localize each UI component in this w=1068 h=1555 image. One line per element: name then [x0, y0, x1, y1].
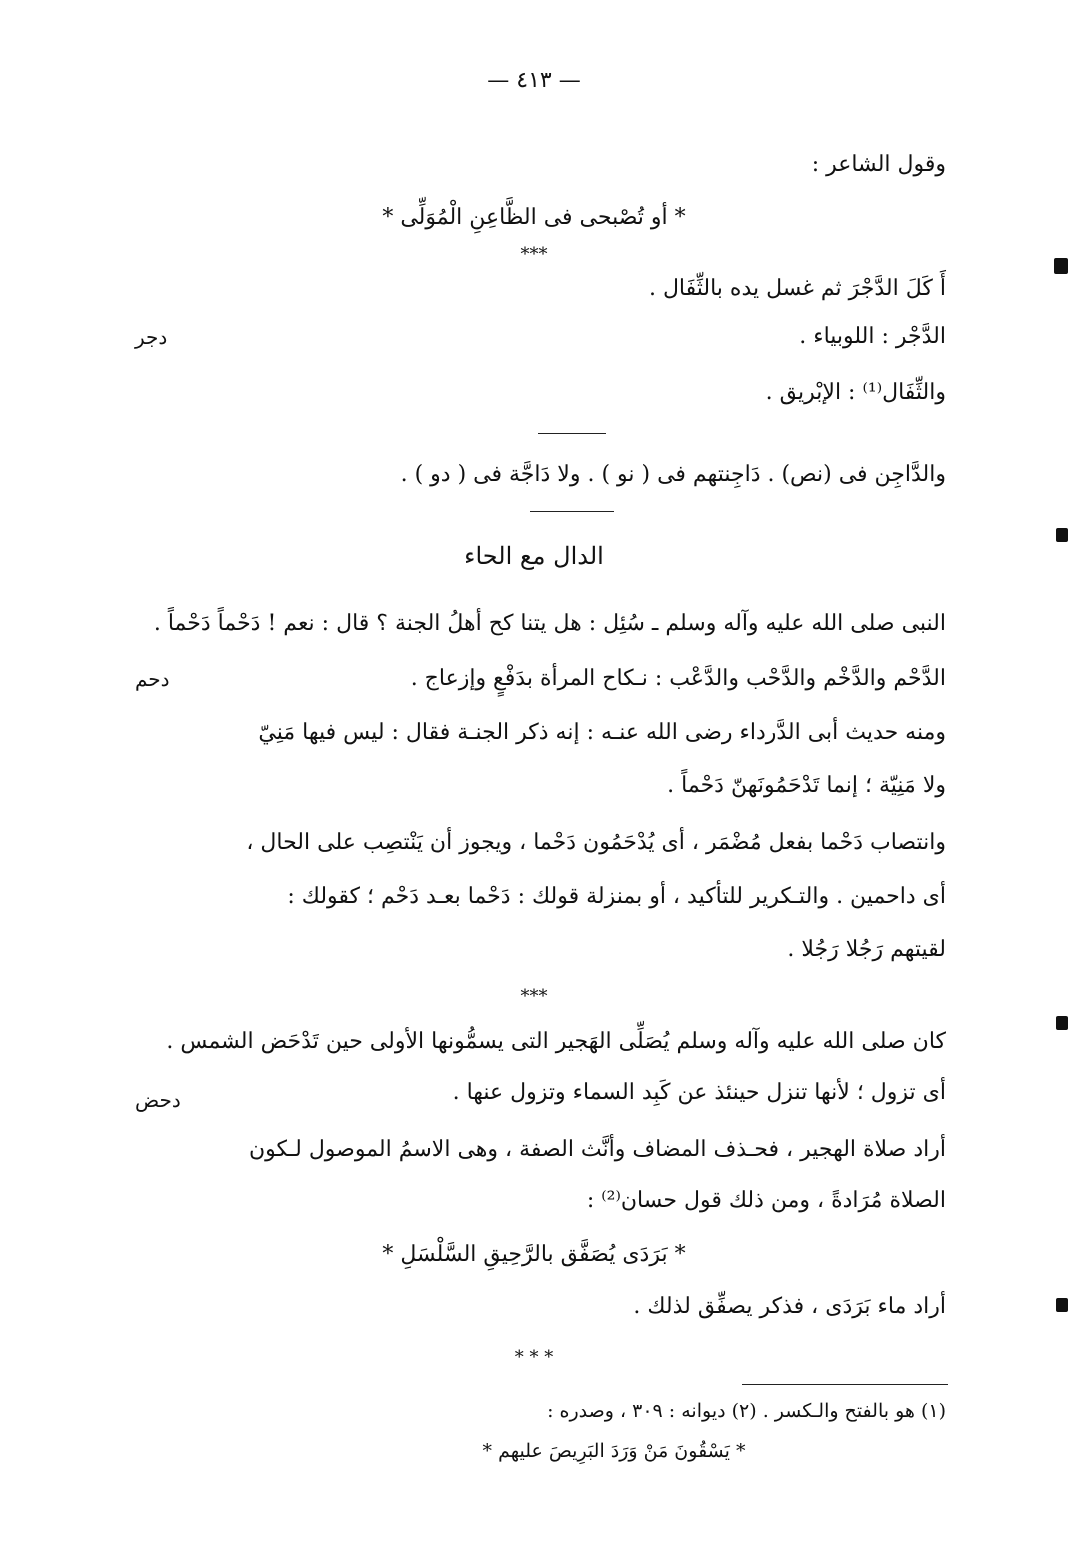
text-line: وانتصاب دَحْما بفعل مُضْمَر ، أى يُدْحَمُون دَحْما ، ويجوز أن يَنْتصِب على الحال ،	[246, 830, 946, 855]
text-line: كان صلى الله عليه وآله وسلم يُصَلِّى الهَجير التى يسمُّونها الأولى حين تَدْحَض الشمس .	[166, 1029, 946, 1054]
margin-note: دجر	[135, 325, 168, 349]
margin-note: دحض	[135, 1088, 181, 1112]
edge-mark	[1056, 528, 1068, 542]
footnote-rule	[742, 1384, 948, 1385]
text-line: أراد صلاة الهجير ، فحـذف المضاف وأنَّث الصفة ، وهى الاسمُ الموصول لـكون	[249, 1137, 946, 1162]
text-line: النبى صلى الله عليه وآله وسلم ـ سُئِل : هل يتنا كح أهلُ الجنة ؟ قال : نعم ! دَحْماً دَحْماً .	[153, 611, 946, 636]
verse-line: * أو تُصْبحى فى الظَّاعِنِ الْمُوَلِّى *	[382, 205, 686, 230]
divider-rule	[530, 511, 614, 512]
text-line: أى تزول ؛ لأنها تنزل حينئذ عن كَبِد السماء وتزول عنها .	[452, 1080, 946, 1105]
text-line: الدَّجْر : اللوبياء .	[799, 324, 946, 349]
verse-line: * بَرَدَى يُصَفَّق بالرَّحِيقِ السَّلْسَلِ *	[382, 1242, 686, 1267]
margin-note: دحم	[135, 667, 170, 691]
text-line: لقيتهم رَجُلا رَجُلا .	[787, 937, 946, 962]
text-line: والثِّفَال⁽¹⁾ : الإبْريق .	[765, 380, 946, 405]
text-line: الصلاة مُرَادةً ، ومن ذلك قول حسان⁽²⁾ :	[586, 1188, 946, 1213]
text-line: ومنه حديث أبى الدَّرداء رضى الله عنـه : إنه ذكر الجنـة فقال : ليس فيها مَنِيّ	[258, 720, 946, 745]
section-separator: ***	[520, 986, 548, 1007]
text-line: ولا مَنِيّة ؛ إنما تَدْحَمُونَهنّ دَحْماً .	[667, 773, 946, 798]
section-heading: الدال مع الحاء	[464, 542, 604, 570]
text-line: أراد ماء بَرَدَى ، فذكر يصفِّق لذلك .	[633, 1294, 946, 1319]
section-separator: * * *	[514, 1347, 554, 1368]
text-line: الدَّحْم والدَّخْم والدَّحْب والدَّعْب : نـكاح المرأة بدَفْعٍ وإزعاج .	[410, 666, 946, 691]
edge-mark	[1056, 1298, 1068, 1312]
page-number: — ٤١٣ —	[487, 68, 581, 93]
footnote-line: (١) هو بالفتح والـكسر . (٢) ديوانه : ٣٠٩ ، وصدره :	[547, 1400, 946, 1422]
text-line: أَ كَلَ الدَّجْرَ ثم غسل يده بالثِّفَال .	[648, 276, 946, 301]
text-line: والدَّاجِن فى (نص) . دَاجِنتهم فى ( نو ) . ولا دَاجَّة فى ( دو ) .	[400, 462, 946, 487]
edge-mark	[1056, 1016, 1068, 1030]
text-line: وقول الشاعر :	[811, 152, 946, 177]
section-separator: ***	[520, 244, 548, 265]
footnote-verse: * يَسْقُونَ مَنْ وَرَدَ البَرِيصَ عليهم *	[482, 1440, 746, 1462]
divider-rule	[538, 433, 606, 434]
text-line: أى داحمين . والتـكرير للتأكيد ، أو بمنزلة قولك : دَحْما بعـد دَحْم ؛ كقولك :	[287, 884, 946, 909]
edge-mark	[1054, 258, 1068, 274]
